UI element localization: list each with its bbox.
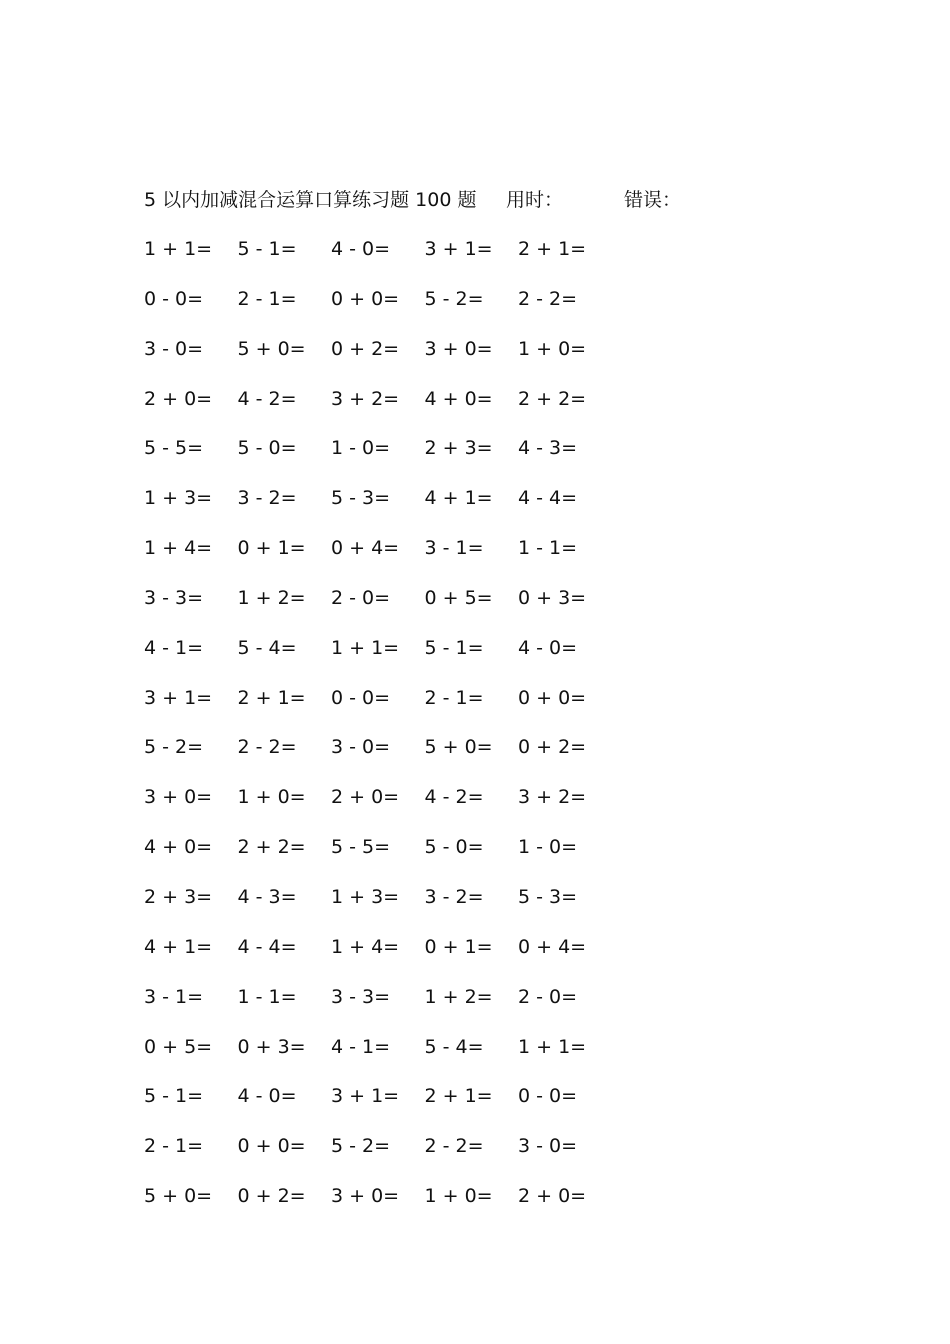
problem-row [144,534,644,584]
problem: 3 - 1= [144,985,204,1008]
problem: 1 + 1= [518,1035,587,1058]
problem: 5 - 1= [144,1085,204,1108]
problem: 2 + 0= [518,1185,587,1208]
problem: 2 + 2= [518,387,587,410]
problem-row [144,883,644,933]
problem: 2 + 1= [237,686,306,709]
problem: 4 - 1= [331,1035,391,1058]
problem: 4 - 4= [518,487,578,510]
problem: 1 + 0= [237,786,306,809]
problem: 2 - 1= [144,1135,204,1158]
problem: 0 + 3= [237,1035,306,1058]
problem: 0 - 0= [331,686,391,709]
problem: 3 - 0= [144,337,204,360]
problem: 3 - 3= [144,586,204,609]
problem: 0 + 2= [237,1185,306,1208]
problem: 0 + 4= [518,935,587,958]
problem-row [144,484,644,534]
problem: 2 - 2= [237,736,297,759]
problem: 1 + 3= [331,885,400,908]
problem: 5 - 4= [424,1035,484,1058]
problem-row [144,235,644,285]
problem-row [144,983,644,1033]
problem: 5 - 0= [424,836,484,859]
problem: 5 - 2= [331,1135,391,1158]
problem-row [144,434,644,484]
problem-row [144,1132,644,1182]
problem: 4 + 1= [144,935,213,958]
problem: 3 + 0= [144,786,213,809]
problem: 3 + 2= [331,387,400,410]
problem: 0 + 5= [424,586,493,609]
problem: 4 + 0= [424,387,493,410]
time-used-label: 用时： [506,189,564,211]
problem: 3 - 2= [237,487,297,510]
problem: 4 + 0= [144,836,213,859]
problem: 3 - 0= [331,736,391,759]
problem: 2 - 0= [518,985,578,1008]
problem: 3 - 0= [518,1135,578,1158]
problem: 2 + 3= [424,437,493,460]
problem: 4 - 4= [237,935,297,958]
problem: 2 - 1= [424,686,484,709]
problem: 1 + 3= [144,487,213,510]
problem: 0 + 4= [331,537,400,560]
problem: 1 + 2= [237,586,306,609]
problem: 0 + 2= [518,736,587,759]
problem: 1 - 0= [331,437,391,460]
problem-row [144,1182,644,1232]
problem: 0 + 0= [331,287,400,310]
problem-row [144,833,644,883]
problem: 2 - 2= [518,287,578,310]
problem: 5 - 1= [237,238,297,260]
problem: 4 - 2= [237,387,297,410]
problem: 2 - 1= [237,287,297,310]
problem: 0 - 0= [144,287,204,310]
problem: 3 - 2= [424,885,484,908]
problem-row [144,285,644,335]
problem: 5 - 1= [424,636,484,659]
problem: 5 - 3= [518,885,578,908]
problem: 3 + 1= [331,1085,400,1108]
problem-row [144,335,644,385]
problem: 4 - 3= [518,437,578,460]
problem: 4 - 0= [237,1085,297,1108]
problem: 2 - 0= [331,586,391,609]
problem: 1 - 0= [518,836,578,859]
problem: 1 + 1= [331,636,400,659]
problem: 2 + 0= [331,786,400,809]
problem-row [144,584,644,634]
problem: 5 - 0= [237,437,297,460]
problem: 1 + 1= [144,238,213,260]
problem: 1 + 0= [424,1185,493,1208]
problem-row [144,933,644,983]
worksheet-title: 5 以内加减混合运算口算练习题 100 题 [144,189,477,211]
problem: 2 - 2= [424,1135,484,1158]
errors-label: 错误： [624,189,682,211]
problem: 4 - 0= [331,238,391,260]
problem: 1 - 1= [237,985,297,1008]
problem: 0 + 3= [518,586,587,609]
problem: 5 - 4= [237,636,297,659]
problem: 3 + 0= [424,337,493,360]
problem: 5 + 0= [237,337,306,360]
problem: 5 - 5= [331,836,391,859]
problem: 3 + 1= [144,686,213,709]
problem: 5 - 5= [144,437,204,460]
problem: 0 + 1= [424,935,493,958]
problem: 1 + 4= [331,935,400,958]
problem-row [144,783,644,833]
problem: 2 + 1= [424,1085,493,1108]
problem: 4 - 0= [518,636,578,659]
problem: 0 + 5= [144,1035,213,1058]
problem: 3 + 0= [331,1185,400,1208]
problem: 5 - 2= [144,736,204,759]
problem: 5 - 2= [424,287,484,310]
problem: 0 - 0= [518,1085,578,1108]
problem: 2 + 3= [144,885,213,908]
problem: 0 + 1= [237,537,306,560]
problem-row [144,385,644,435]
problem: 3 - 3= [331,985,391,1008]
problem: 2 + 0= [144,387,213,410]
problem: 1 + 4= [144,537,213,560]
problem: 0 + 2= [331,337,400,360]
problem: 3 - 1= [424,537,484,560]
problem: 2 + 1= [518,238,587,260]
problem: 2 + 2= [237,836,306,859]
problem: 1 + 0= [518,337,587,360]
problem: 3 + 1= [424,238,493,260]
problem: 5 + 0= [424,736,493,759]
problem: 1 + 2= [424,985,493,1008]
problem-row [144,684,644,734]
problem: 4 - 1= [144,636,204,659]
problem: 1 - 1= [518,537,578,560]
problem-row [144,1033,644,1083]
problem: 4 - 3= [237,885,297,908]
problem-grid [144,235,644,1232]
problem-row [144,733,644,783]
problem-row [144,634,644,684]
problem: 3 + 2= [518,786,587,809]
problem: 4 - 2= [424,786,484,809]
problem: 0 + 0= [518,686,587,709]
problem: 5 + 0= [144,1185,213,1208]
problem-row [144,1082,644,1132]
problem: 0 + 0= [237,1135,306,1158]
problem: 4 + 1= [424,487,493,510]
problem: 5 - 3= [331,487,391,510]
